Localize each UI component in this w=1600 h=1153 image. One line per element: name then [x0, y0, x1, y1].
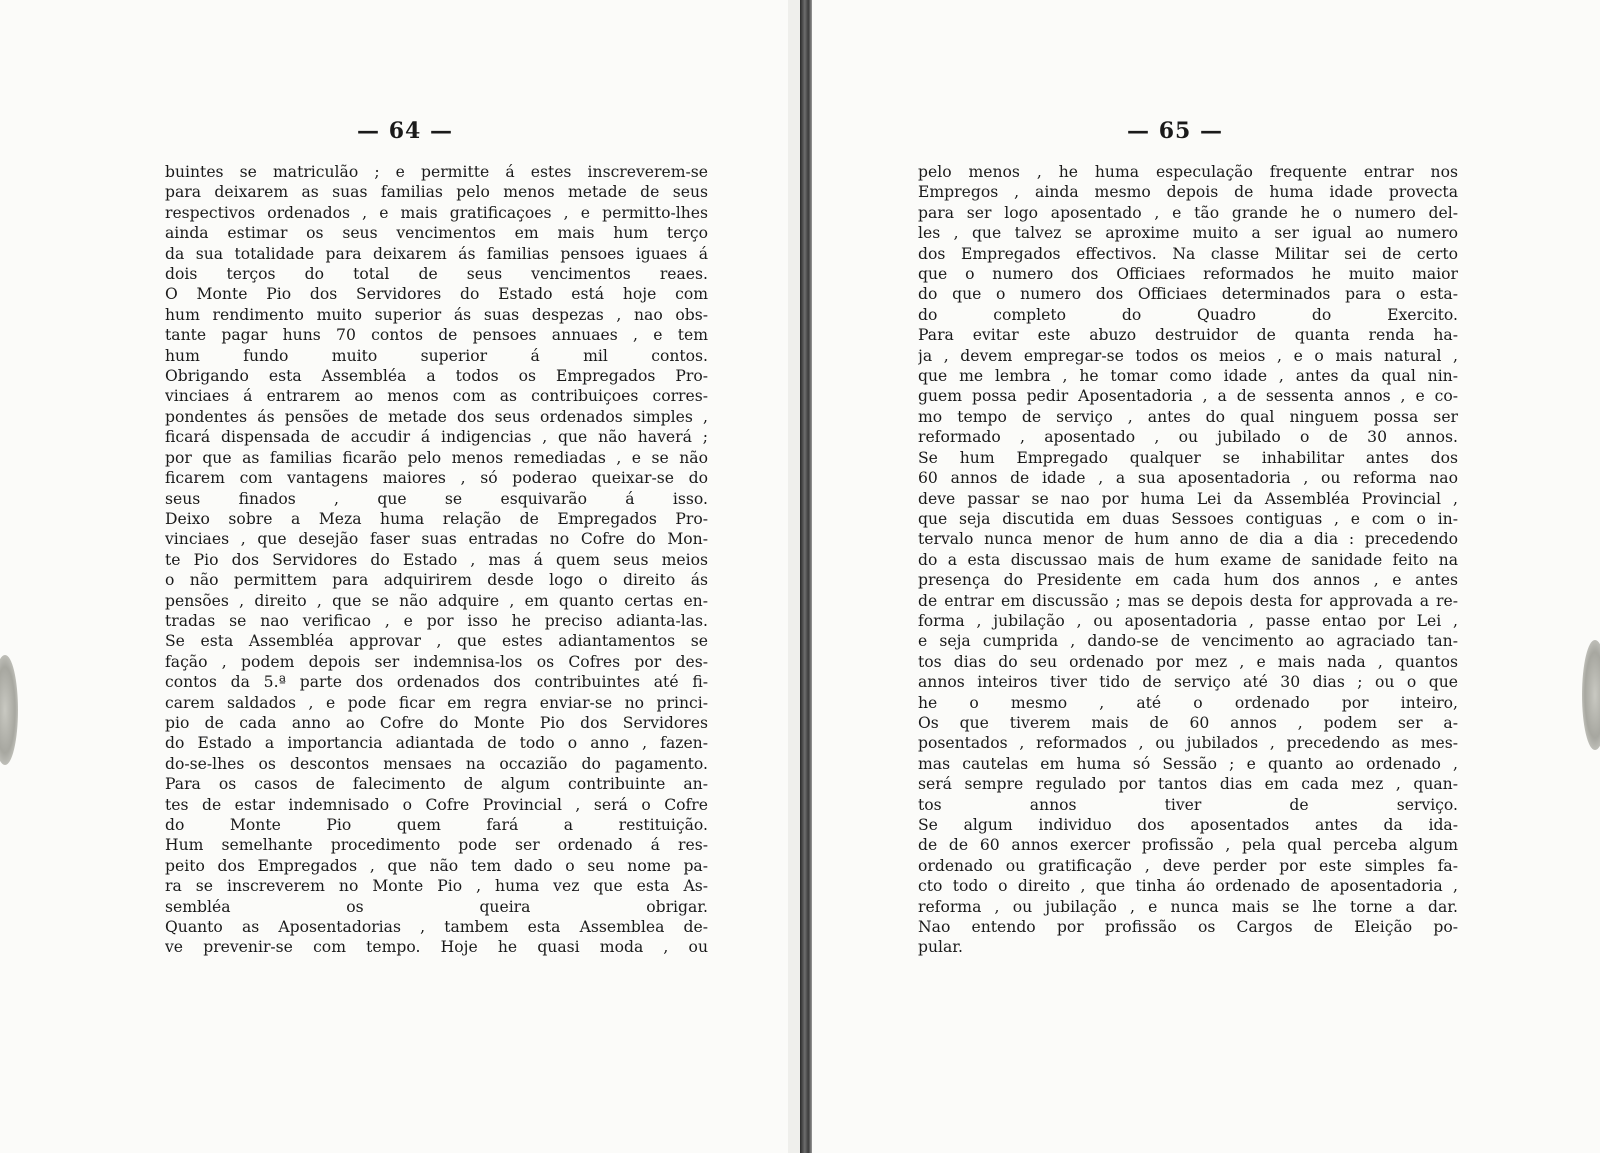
text-line: Se esta Assembléa approvar , que estes adiantamentos se [165, 632, 708, 651]
text-line: hum rendimento muito superior ás suas despezas , nao obs- [165, 305, 708, 324]
right-page-text [918, 162, 1458, 958]
text-line: do-se-lhes os descontos mensaes na occazião do pagamento. [165, 754, 708, 773]
text-line: para deixarem as suas familias pelo menos metade de seus [165, 183, 708, 202]
text-line: dos Empregados effectivos. Na classe Militar sei de certo [918, 244, 1458, 263]
text-line: tes de estar indemnisado o Cofre Provincial , será o Cofre [165, 795, 708, 814]
text-line: sembléa os queira obrigar. [165, 897, 708, 916]
text-line: tradas se nao verificao , e por isso he preciso adianta-las. [165, 611, 708, 630]
text-line: cto todo o direito , que tinha áo ordenado de aposentadoria , [918, 877, 1458, 896]
text-line: deve passar se nao por huma Lei da Assembléa Provincial , [918, 489, 1458, 508]
text-line: he o mesmo , até o ordenado por inteiro, [918, 693, 1458, 712]
text-line: ordenado ou gratificação , deve perder por este simples fa- [918, 856, 1458, 875]
text-line: Obrigando esta Assembléa a todos os Empregados Pro- [165, 367, 708, 386]
text-line: buintes se matriculão ; e permitte á estes inscreverem-se [165, 163, 708, 181]
text-line: tos dias do seu ordenado por mez , e mais nada , quantos [918, 652, 1458, 671]
text-line: e seja cumprida , dando-se de vencimento ao agraciado tan- [918, 632, 1458, 651]
text-line: carem saldados , e pode ficar em regra enviar-se no princi- [165, 693, 708, 712]
text-line: pondentes ás pensões de metade dos seus ordenados simples , [165, 407, 708, 426]
text-line: do Monte Pio quem fará a restituição. [165, 816, 708, 834]
text-line: ficará dispensada de accudir á indigencias , que não haverá ; [165, 428, 708, 447]
text-line: respectivos ordenados , e mais gratificaçoes , e permitto-lhes [165, 203, 708, 222]
text-line: hum fundo muito superior á mil contos. [165, 346, 708, 365]
text-line: ra se inscreverem no Monte Pio , huma vez que esta As- [165, 877, 708, 896]
text-line: Nao entendo por profissão os Cargos de Eleição po- [918, 918, 1458, 937]
text-line: Quanto as Aposentadorias , tambem esta Assemblea de- [165, 918, 708, 937]
text-line: reformado , aposentado , ou jubilado o de 30 annos. [918, 428, 1458, 447]
text-line: para ser logo aposentado , e tão grande he o numero del- [918, 203, 1458, 222]
text-line: mo tempo de serviço , antes do qual ninguem possa ser [918, 407, 1458, 426]
text-line: presença do Presidente em cada hum dos annos , e antes [918, 571, 1458, 590]
text-line: les , que talvez se aproxime muito a ser igual ao numero [918, 224, 1458, 243]
text-line: annos inteiros tiver tido de serviço até 30 dias ; ou o que [918, 673, 1458, 692]
text-line: vinciaes , que desejão faser suas entradas no Cofre do Mon- [165, 530, 708, 549]
text-line: Para os casos de falecimento de algum contribuinte an- [165, 775, 708, 794]
text-line: do completo do Quadro do Exercito. [918, 305, 1458, 324]
text-line: da sua totalidade para deixarem ás familias pensoes iguaes á [165, 244, 708, 263]
text-line: de entrar em discussão ; mas se depois desta for approvada a re- [918, 591, 1458, 610]
text-line: do Estado a importancia adiantada de todo o anno , fazen- [165, 734, 708, 753]
text-line: o não permittem para adquirirem desde logo o direito ás [165, 571, 708, 590]
text-line: vinciaes á entrarem ao menos com as contribuiçoes corres- [165, 387, 708, 406]
text-line: te Pio dos Servidores do Estado , mas á quem seus meios [165, 550, 708, 569]
text-line: dois terços do total de seus vencimentos reaes. [165, 265, 708, 284]
text-line: Para evitar este abuzo destruidor de quanta renda ha- [918, 326, 1458, 345]
text-line: Os que tiverem mais de 60 annos , podem ser a- [918, 713, 1458, 732]
text-line: pensões , direito , que se não adquire , em quanto certas en- [165, 591, 708, 610]
text-line: ainda estimar os seus vencimentos em mais hum terço [165, 224, 708, 243]
text-line: guem possa pedir Aposentadoria , a de sessenta annos , e co- [918, 387, 1458, 406]
text-line: que me lembra , he tomar como idade , antes da qual nin- [918, 367, 1458, 386]
text-line: será sempre regulado por tantos dias em cada mez , quan- [918, 775, 1458, 794]
text-line: do que o numero dos Officiaes determinados para o esta- [918, 285, 1458, 304]
text-line: posentados , reformados , ou jubilados , precedendo as mes- [918, 734, 1458, 753]
text-line: pelo menos , he huma especulação frequente entrar nos [918, 163, 1458, 181]
left-page-text [165, 162, 708, 958]
text-line: O Monte Pio dos Servidores do Estado está hoje com [165, 285, 708, 304]
right-page-number: — 65 — [1127, 118, 1223, 144]
text-line: que o numero dos Officiaes reformados he muito maior [918, 265, 1458, 284]
text-line: ja , devem empregar-se todos os meios , e o mais natural , [918, 346, 1458, 365]
text-line: do a esta discussao mais de hum exame de sanidade feito na [918, 550, 1458, 569]
text-line: Hum semelhante procedimento pode ser ordenado á res- [165, 836, 708, 855]
text-line: tante pagar huns 70 contos de pensoes annuaes , e tem [165, 326, 708, 345]
text-line: de de 60 annos exercer profissão , pela qual perceba algum [918, 836, 1458, 855]
text-line: ficarem com vantagens maiores , só poderao queixar-se do [165, 469, 708, 488]
text-line: tervalo nunca menor de hum anno de dia a dia : precedendo [918, 530, 1458, 549]
text-line: 60 annos de idade , a sua aposentadoria , ou reforma nao [918, 469, 1458, 488]
text-line: contos da 5.ª parte dos ordenados dos contribuintes até fi- [165, 673, 708, 692]
text-line: tos annos tiver de serviço. [918, 795, 1458, 814]
text-line: pular. [918, 938, 964, 957]
page-edge-shadow [788, 0, 800, 1153]
text-line: Se algum individuo dos aposentados antes da ida- [918, 816, 1458, 834]
book-gutter [800, 0, 812, 1153]
text-line: reforma , ou jubilação , e nunca mais se lhe torne a dar. [918, 897, 1458, 916]
text-line: Empregos , ainda mesmo depois de huma idade provecta [918, 183, 1458, 202]
text-line: peito dos Empregados , que não tem dado o seu nome pa- [165, 856, 708, 875]
text-line: mas cautelas em huma só Sessão ; e quanto ao ordenado , [918, 754, 1458, 773]
text-line: seus finados , que se esquivarão á isso. [165, 489, 708, 508]
text-line: Deixo sobre a Meza huma relação de Empregados Pro- [165, 509, 708, 528]
text-line: por que as familias ficarão pelo menos remediadas , e se não [165, 448, 708, 467]
text-line: pio de cada anno ao Cofre do Monte Pio dos Servidores [165, 713, 708, 732]
left-page-number: — 64 — [357, 118, 453, 144]
text-line: fação , podem depois ser indemnisa-los os Cofres por des- [165, 652, 708, 671]
text-line: forma , jubilação , ou aposentadoria , passe entao por Lei , [918, 611, 1458, 630]
text-line: ve prevenir-se com tempo. Hoje he quasi moda , ou [165, 938, 708, 957]
text-line: que seja discutida em duas Sessoes contiguas , e com o in- [918, 509, 1458, 528]
text-line: Se hum Empregado qualquer se inhabilitar antes dos [918, 448, 1458, 467]
